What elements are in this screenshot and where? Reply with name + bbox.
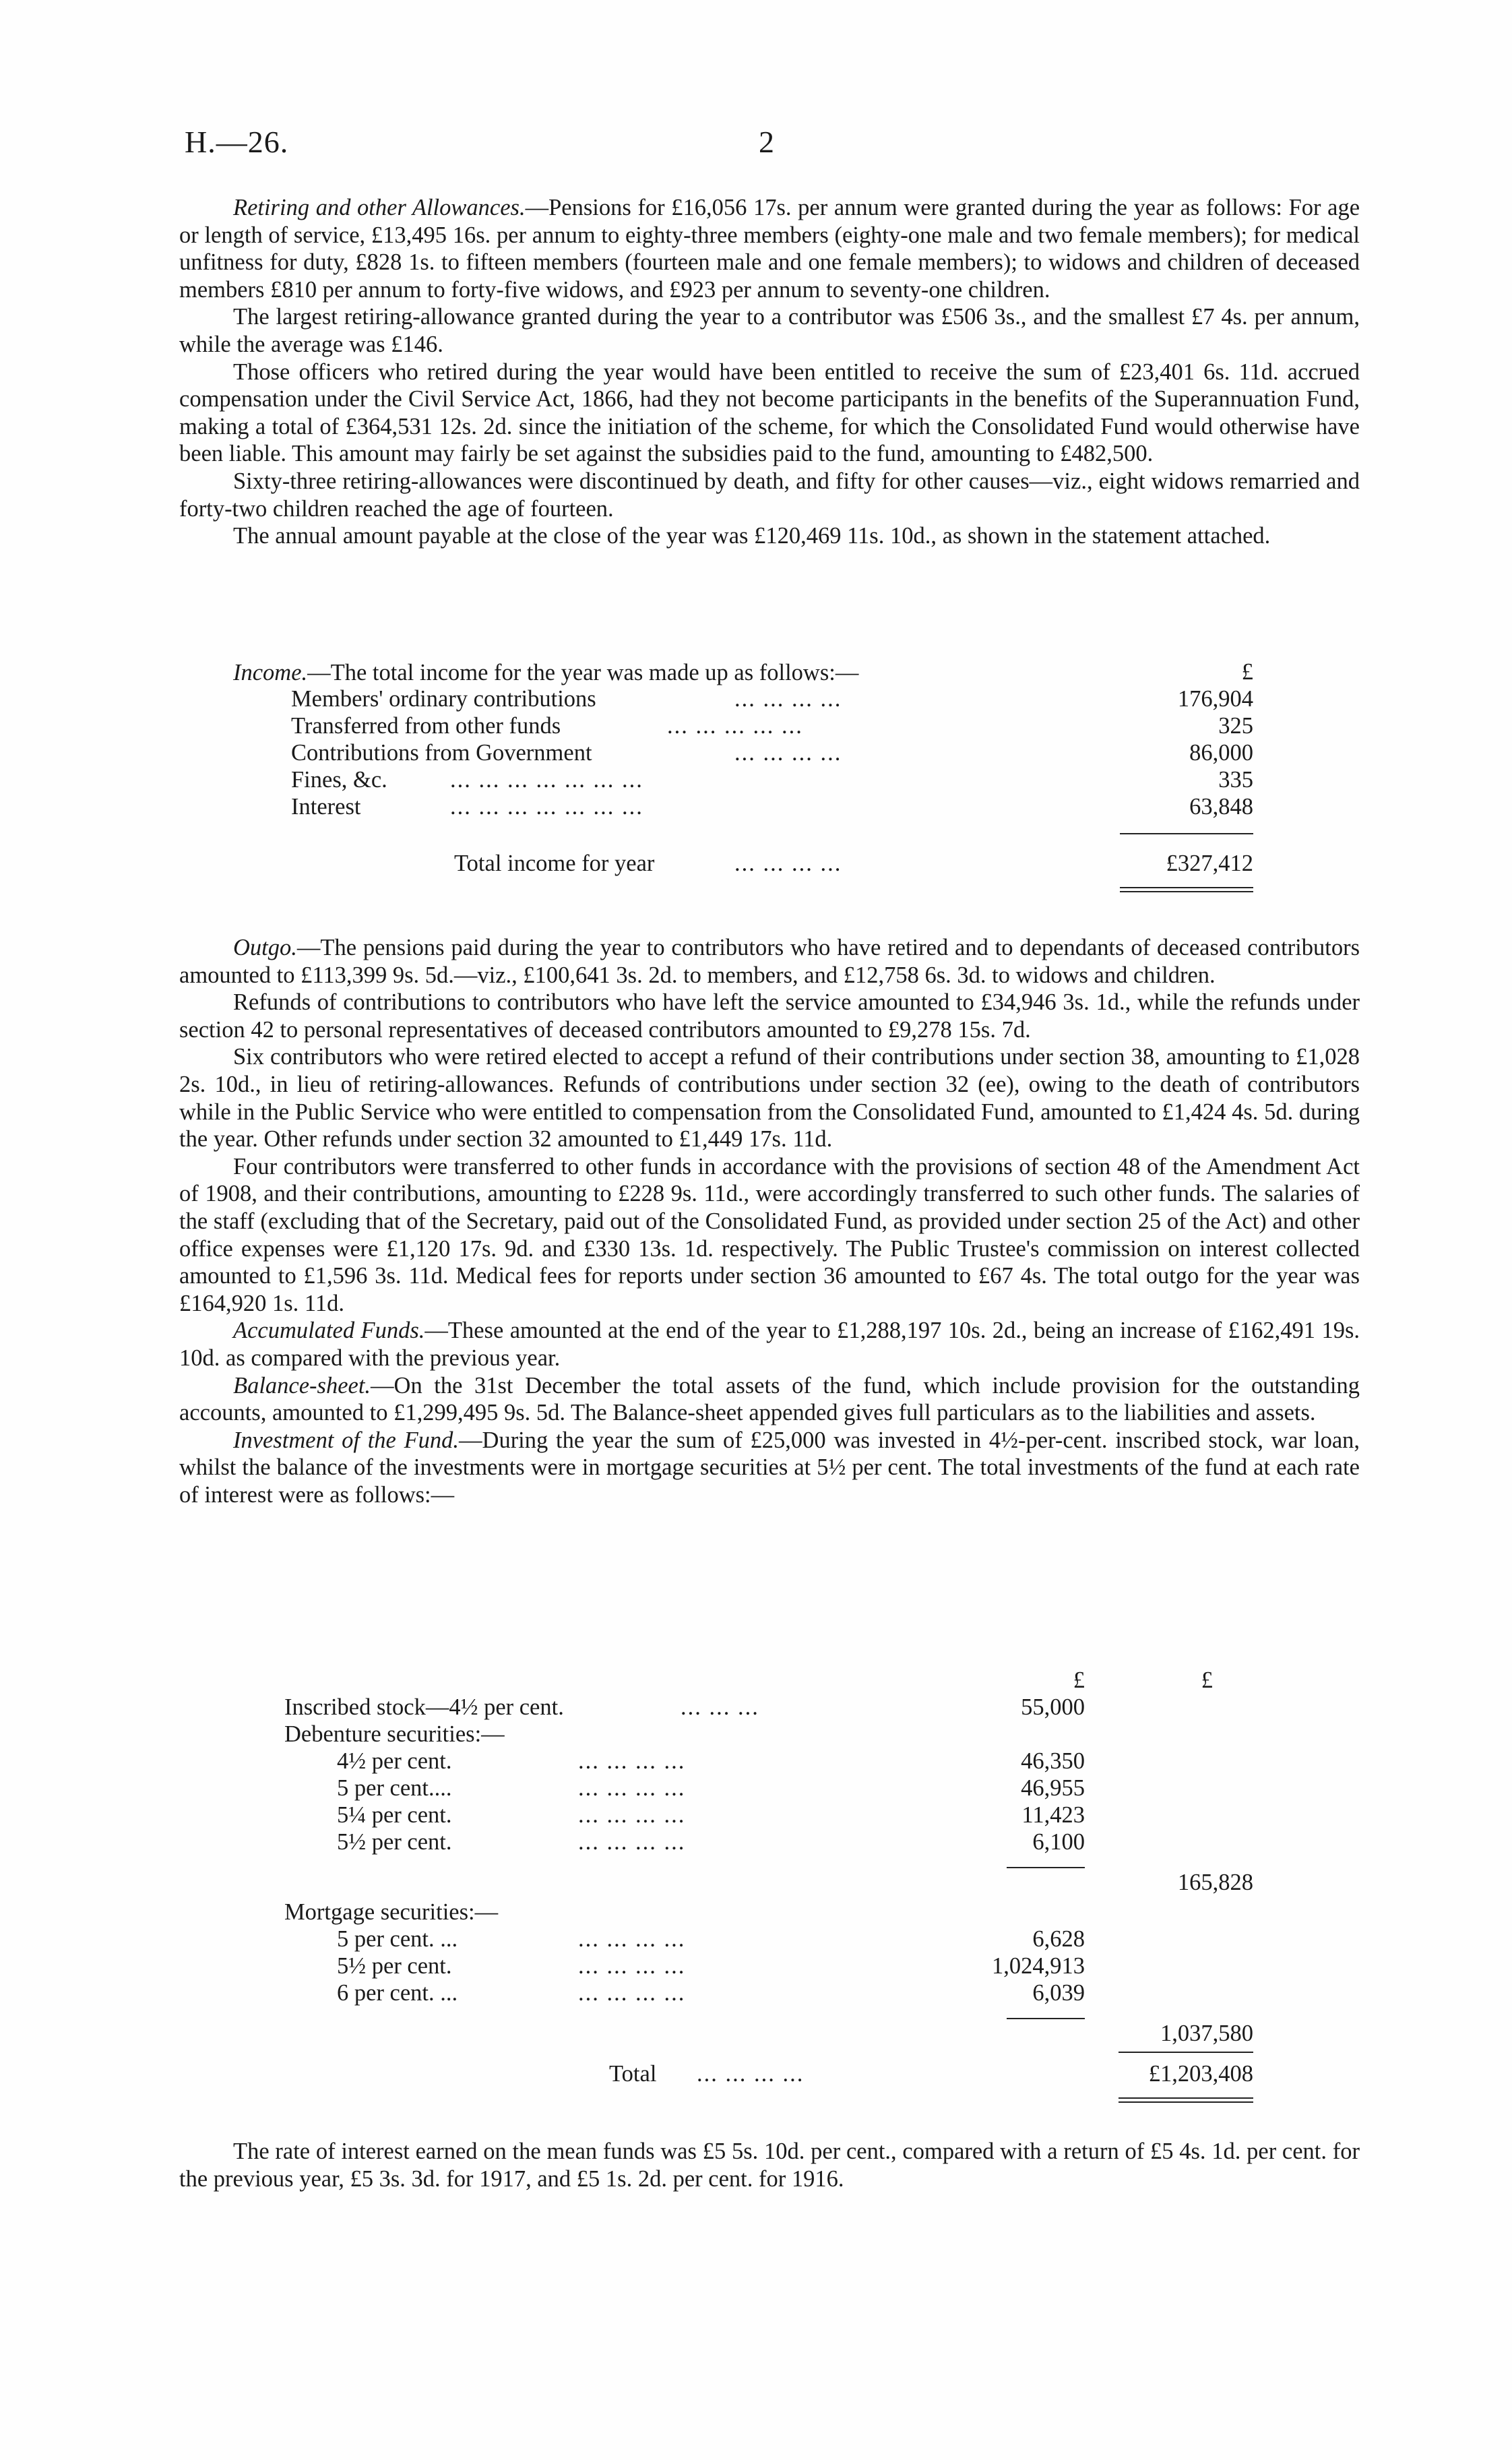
page-number: 2 xyxy=(759,125,775,159)
investment-col1-currency: £ xyxy=(1073,1667,1085,1693)
income-row-dots: ... ... ... ... xyxy=(734,740,842,766)
investment-total-label: Total xyxy=(609,2061,657,2087)
investment-total-value: £1,203,408 xyxy=(1148,2061,1253,2087)
debenture-row-label: 5 per cent.... xyxy=(337,1775,452,1801)
mortgage-row-label: 5½ per cent. xyxy=(337,1953,452,1979)
debenture-row-dots: ... ... ... ... xyxy=(578,1829,686,1855)
debenture-subtotal: 165,828 xyxy=(1177,1870,1253,1895)
balance-text: —On the 31st December the total assets of the fund, which include provision for the outstanding accounts, amounted to £1,299,495 9s. 5d. The Balance-sheet appended gives full particulars as to the liabilities and assets. xyxy=(179,1372,1360,1426)
debenture-row-label: 5½ per cent. xyxy=(337,1829,452,1855)
mortgage-row-label: 5 per cent. ... xyxy=(337,1926,458,1952)
investment-text: —During the year the sum of £25,000 was invested in 4½-per-cent. inscribed stock, war loan, whilst the balance of the investments were in mortgage securities at 5½ per cent. The total investments of the fund at each rate of interest were as follows:— xyxy=(179,1427,1360,1508)
investment-heading: Investment of the Fund. xyxy=(233,1427,460,1453)
debenture-subtotal-rule xyxy=(1007,1867,1085,1868)
mortgage-row-label: 6 per cent. ... xyxy=(337,1980,458,2006)
outgo-paragraph-3: Six contributors who were retired elected to accept a refund of their contributions under section 38, amounting to £1,028 2s. 10d., in lieu of retiring-allowances. Refunds of contributions under section 32 (ee), owing to the death of contributors while in the Public Service who were entitled to compensation from the Consolidated Fund, amounted to £1,424 4s. 5d. during the year. Other refunds under section 32 amounted to £1,449 17s. 11d. xyxy=(179,1044,1360,1152)
rate-section xyxy=(179,2138,1360,2192)
rate-paragraph: The rate of interest earned on the mean funds was £5 5s. 10d. per cent., compared with a return of £5 4s. 1d. per cent. for the previous year, £5 3s. 3d. for 1917, and £5 1s. 2d. per cent. for 1916. xyxy=(179,2139,1360,2192)
investment-total-dots: ... ... ... ... xyxy=(697,2061,805,2087)
income-row-label: Members' ordinary contributions xyxy=(291,686,596,712)
balance-paragraph xyxy=(179,1372,1360,1427)
outgo-heading: Outgo. xyxy=(233,935,297,960)
investment-row-dots: ... ... ... xyxy=(681,1694,759,1720)
outgo-paragraph-2: Refunds of contributions to contributors who have left the service amounted to £34,946 3s. 1d., while the refunds under section 42 to personal representatives of deceased contributors amounted to £9,278 15s. 7d. xyxy=(179,989,1360,1043)
income-row-label: Interest xyxy=(291,794,361,820)
debenture-heading: Debenture securities:— xyxy=(284,1721,505,1747)
debenture-row-dots: ... ... ... ... xyxy=(578,1802,686,1828)
income-row-label: Fines, &c. xyxy=(291,767,387,793)
investment-total-double-rule xyxy=(1119,2097,1253,2103)
income-row-value: 86,000 xyxy=(1189,740,1253,766)
retiring-text-1: —Pensions for £16,056 17s. per annum were granted during the year as follows: For age or length of service, £13,495 16s. per annum to eighty-three members (eighty-one male and two female members); for medical unfitness for duty, £828 1s. to fifteen members (fourteen male and one female members); to widows and children of deceased members £810 per annum to forty-five widows, and £923 per annum to seventy-one children. xyxy=(179,195,1360,303)
document-reference: H.—26. xyxy=(185,125,289,159)
outgo-paragraph-1 xyxy=(179,934,1360,989)
mortgage-heading: Mortgage securities:— xyxy=(284,1899,499,1925)
mortgage-subtotal: 1,037,580 xyxy=(1160,2021,1253,2046)
retiring-paragraph-2: The largest retiring-allowance granted during the year to a contributor was £506 3s., and the smallest £7 4s. per annum, while the average was £146. xyxy=(179,304,1360,357)
debenture-row-value: 6,100 xyxy=(1032,1829,1085,1855)
retiring-paragraph-1 xyxy=(179,194,1360,303)
income-row-dots: ... ... ... ... ... ... ... xyxy=(450,767,643,793)
mortgage-row-dots: ... ... ... ... xyxy=(578,1953,686,1979)
mortgage-row-value: 1,024,913 xyxy=(992,1953,1085,1979)
income-row-label: Transferred from other funds xyxy=(291,713,561,739)
income-heading: Income. xyxy=(233,660,308,685)
debenture-row-dots: ... ... ... ... xyxy=(578,1748,686,1774)
income-subtotal-rule xyxy=(1120,833,1253,834)
mortgage-subtotal-rule xyxy=(1007,2018,1085,2019)
income-row-value: 176,904 xyxy=(1177,686,1253,712)
mortgage-row-dots: ... ... ... ... xyxy=(578,1926,686,1952)
investment-row-value: 55,000 xyxy=(1021,1694,1085,1720)
income-row-value: 63,848 xyxy=(1189,794,1253,820)
accumulated-text: —These amounted at the end of the year to £1,288,197 10s. 2d., being an increase of £162,491 19s. 10d. as compared with the previous year. xyxy=(179,1318,1360,1371)
debenture-row-value: 46,955 xyxy=(1021,1775,1085,1801)
investment-row-label: Inscribed stock—4½ per cent. xyxy=(284,1694,564,1720)
retiring-section xyxy=(179,194,1360,550)
balance-heading: Balance-sheet. xyxy=(233,1372,371,1398)
income-row-value: 335 xyxy=(1218,767,1253,793)
retiring-paragraph-5: The annual amount payable at the close of the year was £120,469 11s. 10d., as shown in the statement attached. xyxy=(233,523,1271,549)
debenture-row-value: 11,423 xyxy=(1021,1802,1085,1828)
mortgage-row-dots: ... ... ... ... xyxy=(578,1980,686,2006)
income-total-label: Total income for year xyxy=(454,851,655,876)
debenture-row-label: 4½ per cent. xyxy=(337,1748,452,1774)
investment-col2-currency: £ xyxy=(1201,1667,1213,1693)
retiring-paragraph-4: Sixty-three retiring-allowances were discontinued by death, and fifty for other causes—viz., eight widows remarried and forty-two children reached the age of fourteen. xyxy=(179,468,1360,522)
debenture-row-label: 5¼ per cent. xyxy=(337,1802,452,1828)
income-total-double-rule xyxy=(1120,887,1253,892)
mortgage-row-value: 6,039 xyxy=(1032,1980,1085,2006)
income-row-dots: ... ... ... ... ... xyxy=(667,713,803,739)
outgo-section xyxy=(179,934,1360,1508)
income-total-dots: ... ... ... ... xyxy=(734,851,842,876)
accumulated-paragraph xyxy=(179,1317,1360,1372)
income-row-dots: ... ... ... ... ... ... ... xyxy=(450,794,643,820)
income-row-dots: ... ... ... ... xyxy=(734,686,842,712)
investment-paragraph xyxy=(179,1427,1360,1509)
debenture-row-value: 46,350 xyxy=(1021,1748,1085,1774)
retiring-paragraph-3: Those officers who retired during the year would have been entitled to receive the sum of £23,401 6s. 11d. accrued compensation under the Civil Service Act, 1866, had they not become participants in the benefits of the Superannuation Fund, making a total of £364,531 12s. 2d. since the initiation of the scheme, for which the Consolidated Fund would otherwise have been liable. This amount may fairly be set against the subsidies paid to the fund, amounting to £482,500. xyxy=(179,359,1360,467)
outgo-text-1: —The pensions paid during the year to contributors who have retired and to dependants of deceased contributors amounted to £113,399 9s. 5d.—viz., £100,641 3s. 2d. to members, and £12,758 6s. 3d. to widows and children. xyxy=(179,935,1360,988)
mortgage-row-value: 6,628 xyxy=(1032,1926,1085,1952)
debenture-row-dots: ... ... ... ... xyxy=(578,1775,686,1801)
income-intro-text: —The total income for the year was made up as follows:— xyxy=(307,660,859,685)
outgo-paragraph-4: Four contributors were transferred to other funds in accordance with the provisions of section 48 of the Amendment Act of 1908, and their contributions, amounting to £228 9s. 11d., were accordingly transferred to such other funds. The salaries of the staff (excluding that of the Secretary, paid out of the Consolidated Fund, as provided under section 25 of the Act) and other office expenses were £1,120 17s. 9d. and £330 13s. 1d. respectively. The Public Trustee's commission on interest collected amounted to £1,596 3s. 11d. Medical fees for reports under section 36 amounted to £67 4s. The total outgo for the year was £164,920 1s. 11d. xyxy=(179,1153,1360,1316)
retiring-heading: Retiring and other Allowances. xyxy=(233,195,526,220)
investment-total-rule xyxy=(1119,2052,1253,2053)
accumulated-heading: Accumulated Funds. xyxy=(233,1318,425,1344)
income-total-value: £327,412 xyxy=(1166,851,1253,876)
income-row-value: 325 xyxy=(1218,713,1253,739)
income-row-label: Contributions from Government xyxy=(291,740,592,766)
income-currency-header: £ xyxy=(1241,659,1253,685)
